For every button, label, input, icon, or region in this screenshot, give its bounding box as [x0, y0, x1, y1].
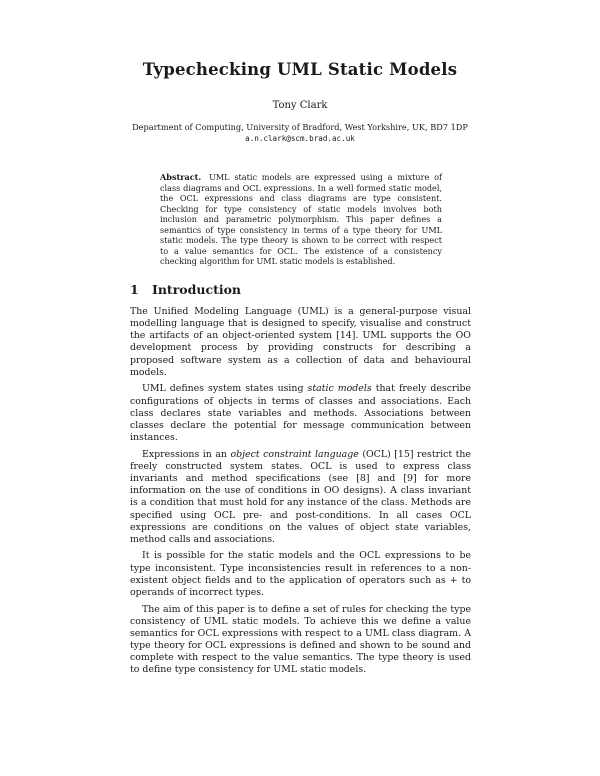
- paragraph-1: The Unified Modeling Language (UML) is a general-purpose visual modelling language that is designed to specify, visualise and construct the artifacts of an object-oriented system [14]. UML supports the OO development process by providing constructs for describing a proposed software system as a collection of data and behavioural models.: [130, 306, 471, 378]
- paragraph-2-emphasis: static models: [307, 383, 372, 395]
- paragraph-2: [130, 383, 471, 444]
- paragraph-5: The aim of this paper is to define a set of rules for checking the type consistency of UML static models. To achieve this we define a value semantics for OCL expressions with respect to a UML class diagram. A type theory for OCL expressions is defined and shown to be sound and complete with respect to the value semantics. The type theory is used to define type consistency for UML static models.: [130, 603, 471, 676]
- paper-title: Typechecking UML Static Models: [142, 60, 458, 79]
- section-number: 1: [130, 282, 139, 297]
- author-email: a.n.clark@scm.brad.ac.uk: [245, 134, 355, 143]
- abstract: [160, 172, 442, 267]
- abstract-text: UML static models are expressed using a mixture of class diagrams and OCL expressions. In a well formed static model, the OCL expressions and class diagrams are type consistent. Checking for type consistency of static models involves both inclusion and parametric polymorphism. This paper defines a semantics of type consistency in terms of a type theory for UML static models. The type theory is shown to be correct with respect to a value semantics for OCL. The existence of a consistency checking algorithm for UML static models is established.: [160, 172, 442, 266]
- paragraph-2-text-a: UML defines system states using: [142, 383, 308, 395]
- paragraph-4: It is possible for the static models and the OCL expressions to be type inconsistent. Type inconsistencies result in references to a non-existent object fields and to the application of operators such as + to operands of incorrect types.: [130, 550, 471, 598]
- section-body: [130, 306, 471, 681]
- paragraph-2-text-b: that freely describe configurations of objects in terms of classes and associations. Each class declares state variables and methods. Associations between classes declare the potential for message communication between instances.: [130, 383, 471, 444]
- section-heading: [130, 282, 470, 297]
- author-affiliation: [0, 122, 600, 144]
- paragraph-3-text-a: Expressions in an: [142, 448, 231, 460]
- paragraph-3-emphasis: object constraint language: [230, 448, 359, 460]
- paragraph-3: [130, 449, 471, 546]
- section-title: Introduction: [152, 282, 242, 297]
- abstract-label: Abstract.: [160, 172, 202, 182]
- affiliation-text: Department of Computing, University of Bradford, West Yorkshire, UK, BD7 1DP: [132, 122, 468, 132]
- paragraph-3-text-b: (OCL) [15] restrict the freely constructed system states. OCL is used to express class invariants and method specifications (see [8] and [9] for more information on the use of conditions in OO designs). A class invariant is a condition that must hold for any instance of the class. Methods are specified using OCL pre- and post-conditions. In all cases OCL expressions are conditions on the values of object state variables, method calls and associations.: [130, 448, 471, 545]
- author-name: Tony Clark: [272, 100, 328, 111]
